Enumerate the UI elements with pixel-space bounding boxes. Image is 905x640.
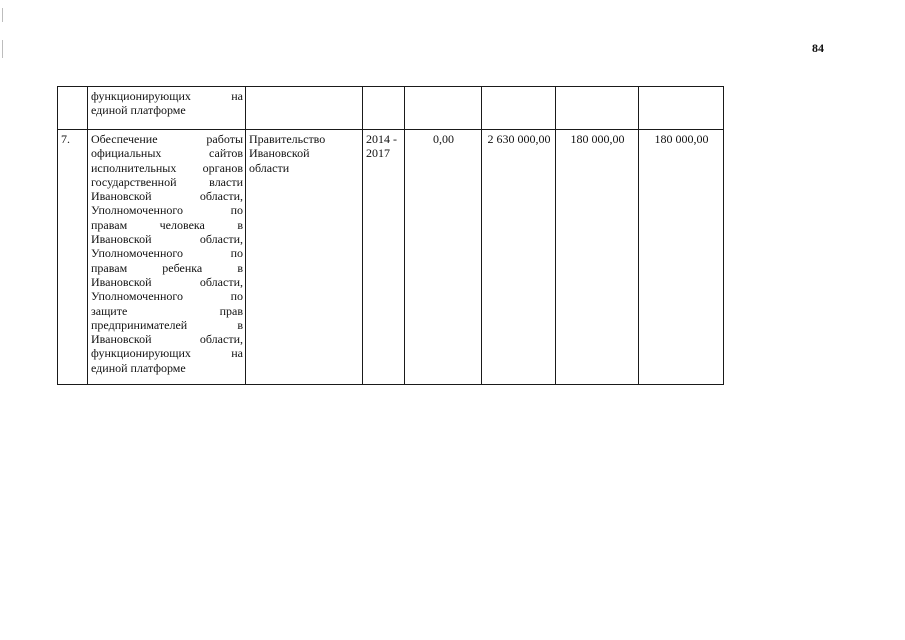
period-line: 2017 <box>366 146 390 161</box>
table-row-continued <box>58 87 724 130</box>
name-line: исполнительных органов <box>91 160 243 175</box>
cell-amount-1: 0,00 <box>405 130 482 385</box>
budget-table <box>57 86 724 385</box>
name-line: Обеспечение работы <box>91 132 243 146</box>
table-row <box>58 130 724 385</box>
name-line: предпринимателей в <box>91 317 243 332</box>
executor-line: Правительство <box>249 132 326 146</box>
page-number: 84 <box>812 41 824 55</box>
cell-amount-1 <box>405 87 482 130</box>
executor-line: Ивановской <box>249 146 310 161</box>
name-line: Уполномоченного по <box>91 203 243 218</box>
cell-executor <box>246 130 363 385</box>
name-line: Ивановской области, <box>91 189 243 204</box>
name-line: единой платформе <box>91 103 186 118</box>
cell-amount-4: 180 000,00 <box>639 130 724 385</box>
cell-period <box>363 87 405 130</box>
cell-amount-4 <box>639 87 724 130</box>
name-line: Ивановской области, <box>91 232 243 247</box>
period-line: 2014 - <box>366 132 397 146</box>
cell-name <box>88 130 246 385</box>
name-line: единой платформе <box>91 360 186 375</box>
name-line: Уполномоченного по <box>91 246 243 261</box>
cell-number <box>58 87 88 130</box>
scan-margin-mark <box>2 40 3 58</box>
cell-period <box>363 130 405 385</box>
name-line: государственной власти <box>91 174 243 189</box>
cell-amount-2: 2 630 000,00 <box>482 130 556 385</box>
name-line: официальных сайтов <box>91 146 243 161</box>
name-line: функционирующих на <box>91 346 243 361</box>
cell-executor <box>246 87 363 130</box>
cell-amount-3: 180 000,00 <box>556 130 639 385</box>
name-line: Уполномоченного по <box>91 289 243 304</box>
cell-amount-2 <box>482 87 556 130</box>
cell-number: 7. <box>58 130 88 385</box>
scan-margin-mark <box>2 8 3 22</box>
cell-name <box>88 87 246 130</box>
name-line: правам ребенка в <box>91 260 243 275</box>
executor-line: области <box>249 160 290 175</box>
name-line: Ивановской области, <box>91 332 243 347</box>
name-line: Ивановской области, <box>91 274 243 289</box>
name-line: защите прав <box>91 303 243 318</box>
name-line: функционирующих на <box>91 89 243 103</box>
name-line: правам человека в <box>91 217 243 232</box>
cell-amount-3 <box>556 87 639 130</box>
